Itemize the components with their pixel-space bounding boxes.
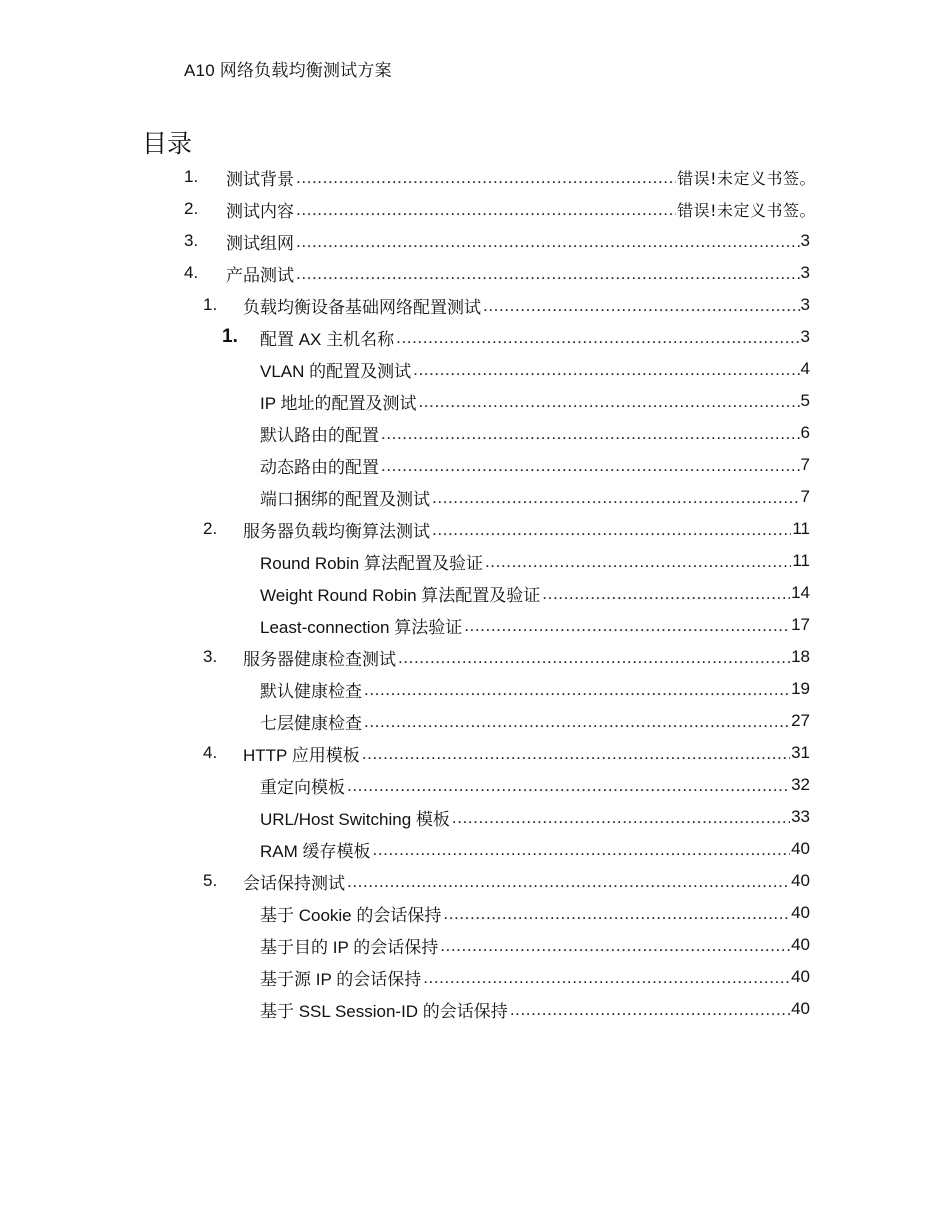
- toc-entry-title: Least-connection 算法验证: [260, 617, 463, 637]
- toc-entry-page: 27: [791, 711, 810, 730]
- toc-entry-page: 6: [800, 423, 810, 442]
- toc-entry-title: URL/Host Switching 模板: [260, 809, 450, 829]
- toc-entry-page: 19: [791, 679, 810, 698]
- toc-entry-title: 基于 SSL Session-ID 的会话保持: [260, 1001, 508, 1021]
- toc-entry-page: 40: [791, 903, 810, 922]
- toc-dot-leader: [347, 776, 790, 796]
- toc-dot-leader: [418, 392, 799, 412]
- toc-entry-title: 动态路由的配置: [260, 457, 379, 477]
- toc-entry-title: 服务器健康检查测试: [243, 649, 396, 669]
- toc-entry-page: 3: [800, 231, 810, 250]
- toc-entry-number: 3.: [184, 231, 199, 250]
- toc-entry-title: 测试组网: [226, 233, 294, 253]
- toc-entry-number: 1.: [203, 295, 218, 314]
- toc-entry-number: 2.: [203, 519, 218, 538]
- toc-entry-title: VLAN 的配置及测试: [260, 361, 412, 381]
- toc-entry[interactable]: [0, 355, 950, 383]
- toc-entry-page: 33: [791, 807, 810, 826]
- toc-dot-leader: [373, 840, 791, 860]
- toc-entry-title: IP 地址的配置及测试: [260, 393, 417, 413]
- toc-entry-page: 32: [791, 775, 810, 794]
- toc-entry-page: 5: [800, 391, 810, 410]
- toc-entry[interactable]: [0, 707, 950, 735]
- toc-dot-leader: [398, 648, 790, 668]
- toc-entry-page: 错误!未定义书签。: [677, 168, 816, 188]
- toc-dot-leader: [443, 904, 790, 924]
- toc-entry[interactable]: [0, 675, 950, 703]
- toc-entry-page: 11: [792, 519, 810, 538]
- toc-dot-leader: [413, 360, 799, 380]
- toc-dot-leader: [347, 872, 790, 892]
- toc-entry-page: 11: [792, 551, 810, 570]
- toc-entry[interactable]: [0, 963, 950, 991]
- toc-dot-leader: [483, 296, 800, 316]
- toc-entry-title: 七层健康检查: [260, 713, 362, 733]
- toc-entry[interactable]: [0, 259, 950, 287]
- toc-entry-number: 4.: [203, 743, 218, 762]
- toc-entry[interactable]: [0, 547, 950, 575]
- toc-heading: 目录: [142, 129, 193, 158]
- toc-dot-leader: [510, 1000, 790, 1020]
- toc-entry-title: 基于源 IP 的会话保持: [260, 969, 422, 989]
- toc-entry-title: 配置 AX 主机名称: [260, 329, 395, 349]
- toc-entry[interactable]: [0, 995, 950, 1023]
- toc-entry-title: 默认路由的配置: [260, 425, 379, 445]
- toc-entry-title: 测试背景: [226, 169, 294, 189]
- toc-dot-leader: [296, 168, 676, 188]
- toc-dot-leader: [432, 488, 800, 508]
- toc-entry[interactable]: [0, 323, 950, 351]
- toc-entry-page: 7: [800, 487, 810, 506]
- toc-dot-leader: [296, 200, 676, 220]
- toc-entry-title: 基于目的 IP 的会话保持: [260, 937, 439, 957]
- toc-entry[interactable]: [0, 387, 950, 415]
- toc-dot-leader: [485, 552, 791, 572]
- toc-entry-page: 18: [791, 647, 810, 666]
- toc-entry-title: Weight Round Robin 算法配置及验证: [260, 585, 541, 605]
- toc-dot-leader: [296, 264, 800, 284]
- toc-dot-leader: [464, 616, 790, 636]
- toc-entry-page: 17: [791, 615, 810, 634]
- toc-entry-title: Round Robin 算法配置及验证: [260, 553, 483, 573]
- toc-entry[interactable]: [0, 227, 950, 255]
- toc-entry[interactable]: [0, 611, 950, 639]
- toc-entry[interactable]: [0, 643, 950, 671]
- toc-entry[interactable]: [0, 867, 950, 895]
- toc-entry-page: 14: [791, 583, 810, 602]
- toc-entry[interactable]: [0, 195, 950, 223]
- toc-dot-leader: [381, 424, 800, 444]
- toc-entry-page: 40: [791, 871, 810, 890]
- toc-entry[interactable]: [0, 771, 950, 799]
- toc-entry-page: 3: [800, 263, 810, 282]
- toc-entry[interactable]: [0, 419, 950, 447]
- toc-dot-leader: [296, 232, 800, 252]
- toc-entry[interactable]: [0, 163, 950, 191]
- toc-entry-number: 2.: [184, 199, 199, 218]
- toc-dot-leader: [362, 744, 790, 764]
- toc-entry-page: 错误!未定义书签。: [677, 200, 816, 220]
- toc-entry-title: 重定向模板: [260, 777, 345, 797]
- toc-entry[interactable]: [0, 739, 950, 767]
- toc-entry[interactable]: [0, 579, 950, 607]
- toc-entry-number: 4.: [184, 263, 199, 282]
- toc-entry-page: 7: [800, 455, 810, 474]
- toc-entry-page: 4: [800, 359, 810, 378]
- toc-entry[interactable]: [0, 451, 950, 479]
- toc-entry-title: 负载均衡设备基础网络配置测试: [243, 297, 481, 317]
- toc-entry[interactable]: [0, 931, 950, 959]
- toc-entry-number: 1.: [222, 326, 238, 347]
- toc-entry-page: 40: [791, 839, 810, 858]
- toc-entry-page: 31: [791, 743, 810, 762]
- toc-entry[interactable]: [0, 803, 950, 831]
- toc-dot-leader: [396, 328, 799, 348]
- toc-dot-leader: [423, 968, 790, 988]
- toc-dot-leader: [432, 520, 791, 540]
- toc-entry-page: 40: [791, 999, 810, 1018]
- toc-entry-page: 40: [791, 967, 810, 986]
- toc-dot-leader: [364, 680, 790, 700]
- toc-entry-title: 测试内容: [226, 201, 294, 221]
- toc-entry-page: 40: [791, 935, 810, 954]
- toc-entry-title: 默认健康检查: [260, 681, 362, 701]
- toc-entry-page: 3: [800, 327, 810, 346]
- toc-entry-number: 1.: [184, 167, 199, 186]
- toc-dot-leader: [452, 808, 790, 828]
- toc-entry[interactable]: [0, 899, 950, 927]
- toc-entry[interactable]: [0, 291, 950, 319]
- toc-dot-leader: [364, 712, 790, 732]
- toc-entry[interactable]: [0, 515, 950, 543]
- toc-entry-title: 会话保持测试: [243, 873, 345, 893]
- toc-entry-number: 3.: [203, 647, 218, 666]
- toc-entry[interactable]: [0, 835, 950, 863]
- toc-entry-title: HTTP 应用模板: [243, 745, 360, 765]
- toc-dot-leader: [542, 584, 790, 604]
- toc-entry-title: RAM 缓存模板: [260, 841, 371, 861]
- toc-entry-title: 端口捆绑的配置及测试: [260, 489, 430, 509]
- toc-dot-leader: [440, 936, 790, 956]
- toc-entry[interactable]: [0, 483, 950, 511]
- toc-entry-number: 5.: [203, 871, 218, 890]
- document-header-title: A10 网络负载均衡测试方案: [184, 61, 392, 80]
- toc-dot-leader: [381, 456, 800, 476]
- toc-entry-title: 基于 Cookie 的会话保持: [260, 905, 442, 925]
- toc-entry-title: 产品测试: [226, 265, 294, 285]
- toc-entry-page: 3: [800, 295, 810, 314]
- toc-entry-title: 服务器负载均衡算法测试: [243, 521, 430, 541]
